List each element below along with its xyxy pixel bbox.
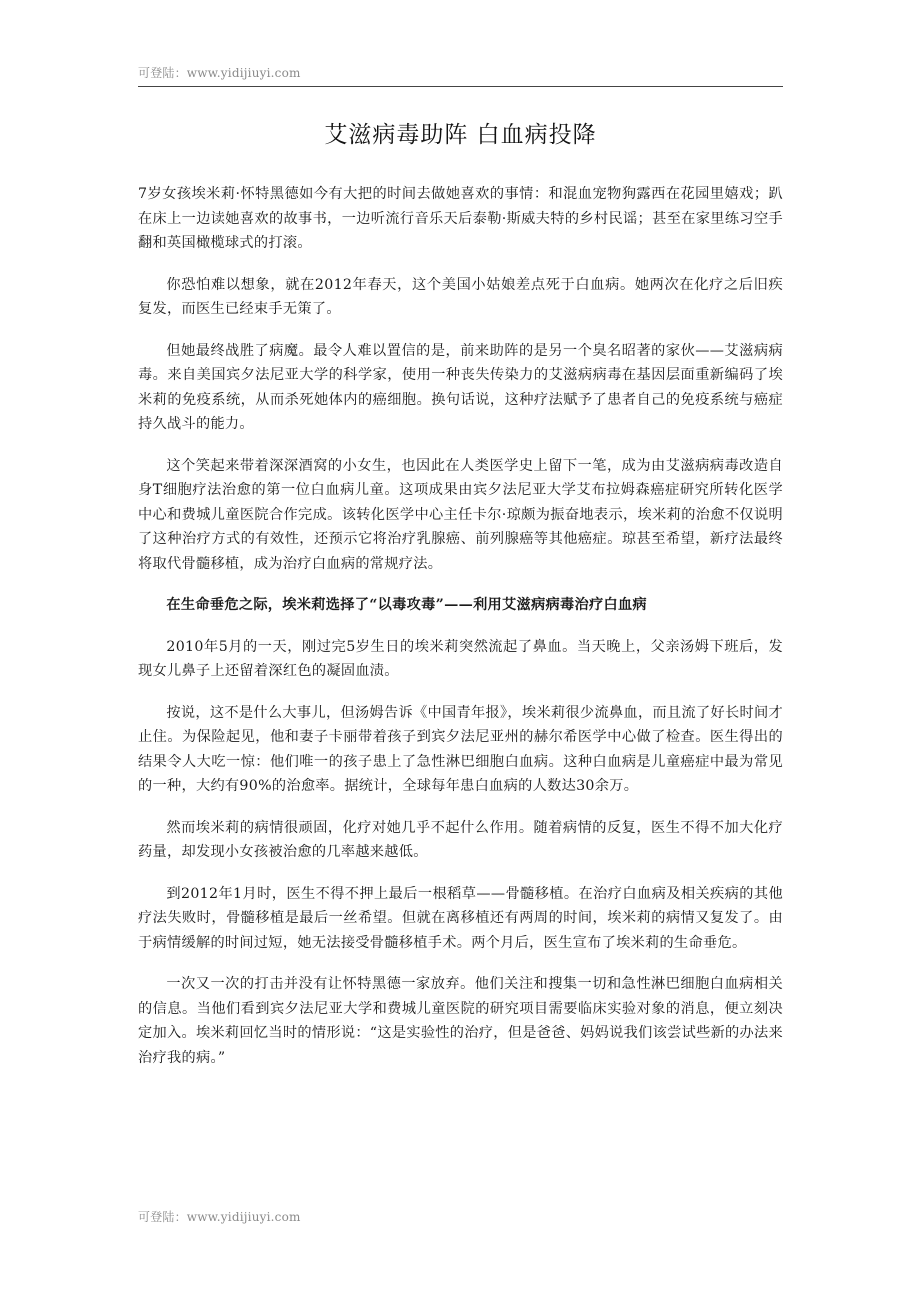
footer-source-link[interactable]: 可登陆：www.yidijiuyi.com [138, 1210, 301, 1224]
article-paragraph: 2010年5月的一天，刚过完5岁生日的埃米莉突然流起了鼻血。当天晚上，父亲汤姆下班后，发现女儿鼻子上还留着深红色的凝固血渍。 [138, 638, 783, 679]
article-paragraph: 到2012年1月时，医生不得不押上最后一根稻草——骨髓移植。在治疗白血病及相关疾病的其他疗法失败时，骨髓移植是最后一丝希望。但就在离移植还有两周的时间，埃米莉的病情又复发了。由于病情缓解的时间过短，她无法接受骨髓移植手术。两个月后，医生宣布了埃米莉的生命垂危。 [138, 885, 783, 951]
article-paragraph: 你恐怕难以想象，就在2012年春天，这个美国小姑娘差点死于白血病。她两次在化疗之后旧疾复发，而医生已经束手无策了。 [138, 276, 783, 317]
article-paragraph: 7岁女孩埃米莉·怀特黑德如今有大把的时间去做她喜欢的事情：和混血宠物狗露西在花园里嬉戏；趴在床上一边读她喜欢的故事书，一边听流行音乐天后泰勒·斯威夫特的乡村民谣；甚至在家里练习空手翻和英国橄榄球式的打滚。 [138, 186, 783, 251]
article-paragraph: 但她最终战胜了病魔。最令人难以置信的是，前来助阵的是另一个臭名昭著的家伙——艾滋病病毒。来自美国宾夕法尼亚大学的科学家，使用一种丧失传染力的艾滋病病毒在基因层面重新编码了埃米莉的免疫系统，从而杀死她体内的癌细胞。换句话说，这种疗法赋予了患者自己的免疫系统与癌症持久战斗的能力。 [138, 342, 783, 432]
header-source-link[interactable]: 可登陆：www.yidijiuyi.com [138, 66, 301, 80]
article-paragraph: 然而埃米莉的病情很顽固，化疗对她几乎不起什么作用。随着病情的反复，医生不得不加大化疗药量，却发现小女孩被治愈的几率越来越低。 [138, 819, 783, 860]
section-subheading: 在生命垂危之际，埃米莉选择了“以毒攻毒”——利用艾滋病病毒治疗白血病 [166, 597, 647, 613]
article-paragraph: 一次又一次的打击并没有让怀特黑德一家放弃。他们关注和搜集一切和急性淋巴细胞白血病相关的信息。当他们看到宾夕法尼亚大学和费城儿童医院的研究项目需要临床实验对象的消息，便立刻决定加入。埃米莉回忆当时的情形说：“这是实验性的治疗，但是爸爸、妈妈说我们该尝试些新的办法来治疗我的病。” [138, 976, 784, 1066]
article-paragraph: 这个笑起来带着深深酒窝的小女生，也因此在人类医学史上留下一笔，成为由艾滋病病毒改造自身T细胞疗法治愈的第一位白血病儿童。这项成果由宾夕法尼亚大学艾布拉姆森癌症研究所转化医学中心和费城儿童医院合作完成。该转化医学中心主任卡尔·琼颇为振奋地表示，埃米莉的治愈不仅说明了这种治疗方式的有效性，还预示它将治疗乳腺癌、前列腺癌等其他癌症。琼甚至希望，新疗法最终将取代骨髓移植，成为治疗白血病的常规疗法。 [138, 457, 783, 572]
article-paragraph: 按说，这不是什么大事儿，但汤姆告诉《中国青年报》，埃米莉很少流鼻血，而且流了好长时间才止住。为保险起见，他和妻子卡丽带着孩子到宾夕法尼亚州的赫尔希医学中心做了检查。医生得出的结果令人大吃一惊：他们唯一的孩子患上了急性淋巴细胞白血病。这种白血病是儿童癌症中最为常见的一种，大约有90%的治愈率。据统计，全球每年患白血病的人数达30余万。 [138, 704, 783, 794]
article-body [138, 182, 783, 1087]
article-title: 艾滋病毒助阵 白血病投降 [324, 122, 597, 148]
header-divider [138, 86, 783, 87]
